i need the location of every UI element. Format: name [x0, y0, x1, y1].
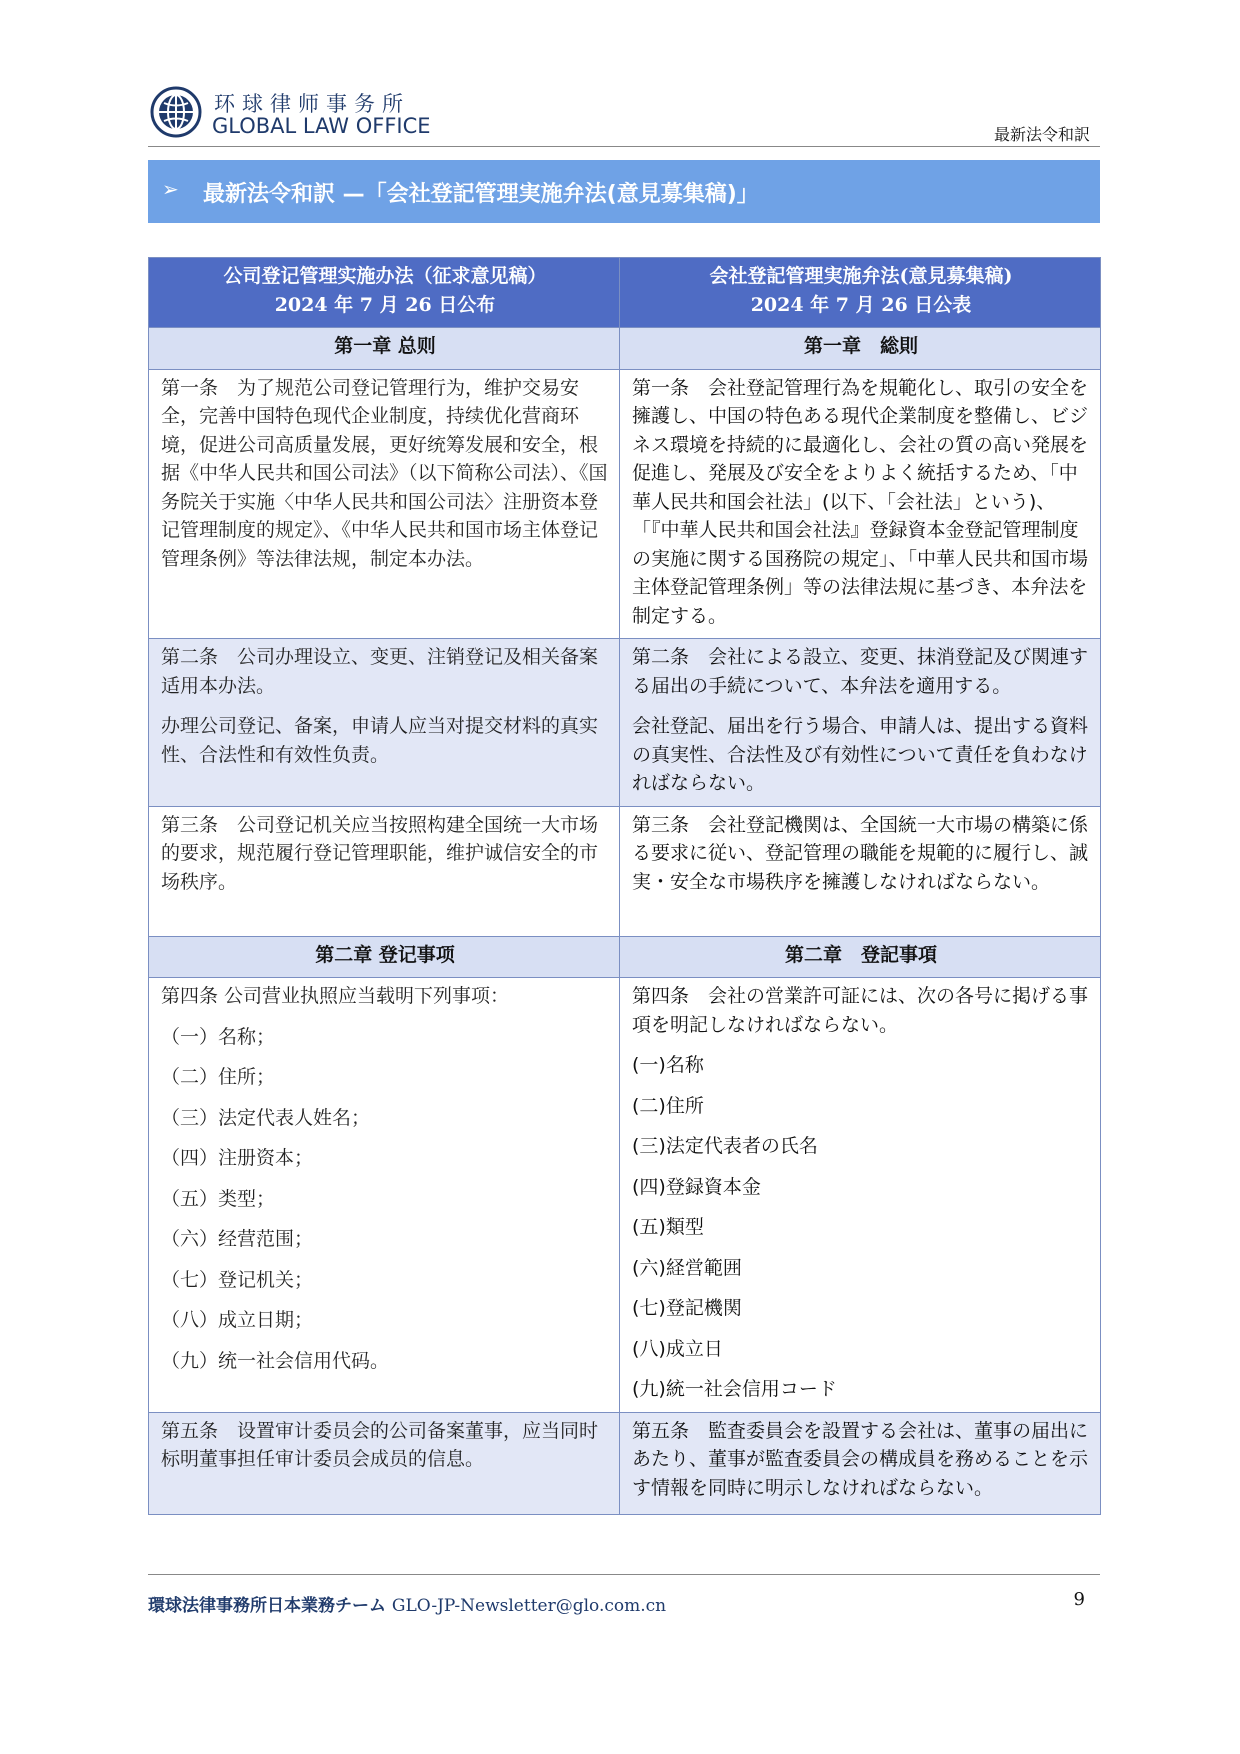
list-item: （九）统一社会信用代码。	[161, 1349, 390, 1372]
banner-title: 最新法令和訳 —「会社登記管理実施弁法(意見募集稿)」	[203, 182, 759, 207]
article2-ja	[620, 639, 1101, 807]
footer-divider	[148, 1574, 1100, 1575]
article2-ja-p2: 会社登記、届出を行う場合、申請人は、提出する資料の真実性、合法性及び有効性について責任を負わなければならない。	[632, 715, 1089, 794]
list-item: （一）名称；	[161, 1025, 276, 1048]
header-cn-title: 公司登记管理实施办法（征求意见稿）	[223, 265, 547, 287]
list-item: （五）类型；	[161, 1187, 276, 1210]
globe-logo-icon	[150, 86, 202, 138]
header-divider	[148, 146, 1100, 147]
article4-cn-intro: 第四条 公司营业执照应当载明下列事项：	[161, 985, 510, 1007]
page-number: 9	[1073, 1589, 1085, 1610]
list-item: （八）成立日期；	[161, 1309, 314, 1331]
chapter-row	[149, 328, 1101, 370]
footer-email: GLO-JP-Newsletter@glo.com.cn	[391, 1596, 667, 1616]
header-ja	[620, 258, 1101, 328]
logo-chinese-name: 环球律师事务所	[214, 92, 410, 116]
article2-cn-p2: 办理公司登记、备案，申请人应当对提交材料的真实性、合法性和有效性负责。	[161, 715, 599, 766]
logo-english-name: GLOBAL LAW OFFICE	[212, 114, 431, 138]
chapter2-cn: 第二章 登记事项	[149, 936, 620, 978]
article5-cn: 第五条 设置审计委员会的公司备案董事，应当同时标明董事担任审计委员会成员的信息。	[149, 1412, 620, 1514]
list-item: (一)名称	[632, 1054, 704, 1076]
article1-cn: 第一条 为了规范公司登记管理行为，维护交易安全，完善中国特色现代企业制度，持续优化营商环境，促进公司高质量发展，更好统筹发展和安全，根据《中华人民共和国公司法》（以下简称公司法）、《国务院关于实施〈中华人民共和国公司法〉注册资本登记管理制度的规定》、《中华人民共和国市场主体登记管理条例》等法律法规，制定本办法。	[149, 369, 620, 639]
section-label: 最新法令和訳	[993, 125, 1090, 144]
list-item: (二)住所	[632, 1094, 704, 1117]
list-item: (七)登記機関	[632, 1297, 742, 1319]
chapter2-ja: 第二章 登記事項	[620, 936, 1101, 978]
article4-ja-intro: 第四条 会社の営業許可証には、次の各号に掲げる事項を明記しなければならない。	[632, 985, 1089, 1036]
table-row	[149, 978, 1101, 1413]
table-row	[149, 639, 1101, 807]
list-item: (四)登録資本金	[632, 1175, 761, 1198]
logo	[150, 84, 450, 144]
comparison-table	[148, 257, 1101, 1515]
list-item: (六)経営範囲	[632, 1256, 742, 1279]
header-ja-title: 会社登記管理実施弁法(意見募集稿)	[709, 265, 1013, 287]
article3-cn: 第三条 公司登记机关应当按照构建全国统一大市场的要求，规范履行登记管理职能，维护诚信安全的市场秩序。	[149, 806, 620, 936]
article2-ja-p1: 第二条 会社による設立、変更、抹消登記及び関連する届出の手続について、本弁法を適用する。	[632, 646, 1089, 697]
arrow-bullet-icon: ➢	[162, 177, 179, 201]
list-item: （四）注册资本；	[161, 1147, 314, 1169]
list-item: （七）登记机关；	[161, 1268, 314, 1291]
table-header-row	[149, 258, 1101, 328]
article1-ja: 第一条 会社登記管理行為を規範化し、取引の安全を擁護し、中国の特色ある現代企業制度を整備し、ビジネス環境を持続的に最適化し、会社の質の高い発展を促進し、発展及び安全をよりよく統括するため、「中華人民共和国会社法」(以下、「会社法」という)、「『中華人民共和国会社法』登録資本金登記管理制度の実施に関する国務院の規定」、「中華人民共和国市場主体登記管理条例」等の法律法規に基づき、本弁法を制定する。	[620, 369, 1101, 639]
article5-ja: 第五条 監査委員会を設置する会社は、董事の届出にあたり、董事が監査委員会の構成員を務めることを示す情報を同時に明示しなければならない。	[620, 1412, 1101, 1514]
chapter-row	[149, 936, 1101, 978]
list-item: (五)類型	[632, 1216, 704, 1238]
list-item: （六）经营范围；	[161, 1228, 314, 1250]
header-cn-date: 2024 年 7 月 26 日公布	[274, 293, 496, 316]
chapter1-ja: 第一章 総則	[620, 328, 1101, 370]
list-item: (三)法定代表者の氏名	[632, 1135, 818, 1157]
article2-cn	[149, 639, 620, 807]
list-item: (九)統一社会信用コード	[632, 1378, 837, 1400]
table-row	[149, 1412, 1101, 1514]
title-banner	[148, 160, 1100, 223]
header-cn	[149, 258, 620, 328]
list-item: （三）法定代表人姓名；	[161, 1106, 371, 1129]
article4-cn	[149, 978, 620, 1413]
table-row	[149, 369, 1101, 639]
chapter1-cn: 第一章 总则	[149, 328, 620, 370]
header-ja-date: 2024 年 7 月 26 日公表	[750, 293, 972, 316]
list-item: (八)成立日	[632, 1337, 723, 1360]
article2-cn-p1: 第二条 公司办理设立、变更、注销登记及相关备案适用本办法。	[161, 646, 599, 697]
article3-ja: 第三条 会社登記機関は、全国統一大市場の構築に係る要求に従い、登記管理の職能を規範的に履行し、誠実・安全な市場秩序を擁護しなければならない。	[620, 806, 1101, 936]
table-row	[149, 806, 1101, 936]
list-item: （二）住所；	[161, 1066, 276, 1088]
footer-team: 環球法律事務所日本業務チーム	[148, 1596, 386, 1616]
article4-ja	[620, 978, 1101, 1413]
footer-contact	[148, 1591, 666, 1616]
